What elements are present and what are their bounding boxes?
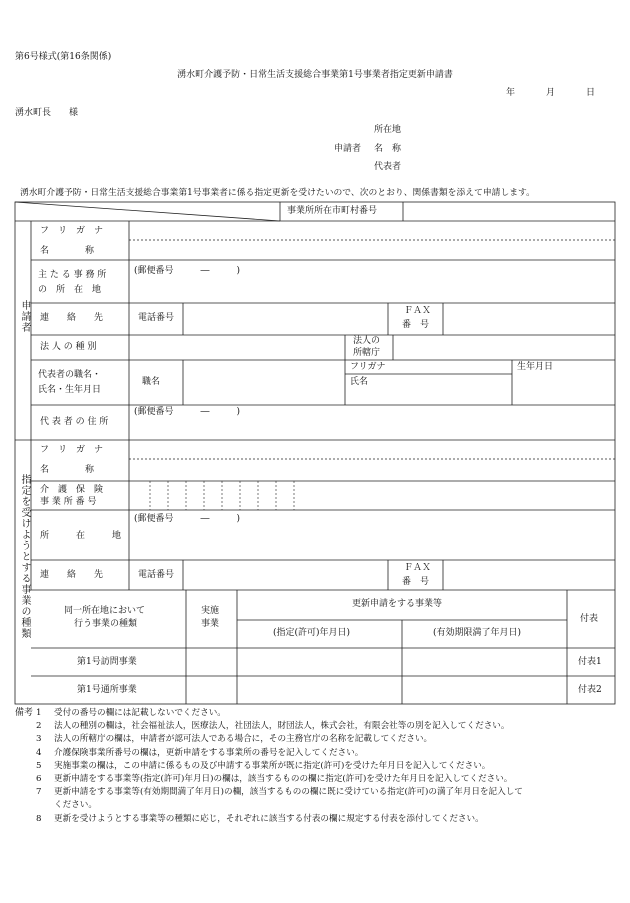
note-number: 7 [36, 787, 42, 798]
attachment-row-2: 付表2 [578, 685, 602, 695]
phone-label: 電話番号 [138, 313, 175, 323]
rep-address-label: 代 表 者 の 住 所 [40, 417, 109, 427]
furigana-label: フ リ ガ ナ [40, 226, 104, 236]
corp-type-label: 法 人 の 種 別 [40, 342, 97, 352]
fax-label-1: ＦＡＸ [404, 306, 432, 316]
note-item [36, 708, 226, 719]
service-row-2: 第1号通所事業 [77, 685, 137, 695]
rep-name-label: 氏名 [350, 377, 369, 387]
care-number-label-2: 事 業 所 番 号 [40, 497, 97, 507]
applicant-rep-label: 代表者 [374, 162, 402, 172]
note-text: 更新申請をする事業等(指定(許可)年月日)の欄は，該当するものの欄に指定(許可)を受けた年月日を記入してください。 [54, 774, 513, 784]
note-text: 法人の所轄庁の欄は，申請者が認可法人である場合に，その主務官庁の名称を記載してください。 [54, 734, 433, 745]
attachment-header: 付表 [580, 614, 599, 624]
expiry-date-header: (有効期限満了年月日) [433, 628, 522, 638]
note-number: 5 [36, 760, 42, 771]
biz-phone-label: 電話番号 [138, 570, 175, 580]
date-month-label: 月 [546, 88, 556, 98]
implemented-label-2: 事業 [201, 619, 220, 629]
biz-contact-label: 連 絡 先 [40, 570, 104, 580]
note-number: 6 [36, 774, 42, 784]
note-text: 更新申請をする事業等(有効期間満了年月日)の欄，該当するものの欄に既に受けている指定(許可)の満了年月日を記入して [54, 787, 523, 798]
note-item [36, 800, 97, 811]
note-number: 1 [36, 708, 42, 718]
same-location-label-2: 行う事業の種類 [74, 619, 138, 629]
birthdate-label: 生年月日 [517, 362, 554, 372]
biz-name-label: 名 称 [40, 465, 95, 475]
biz-postal-label: (郵便番号 ― ) [134, 514, 241, 524]
job-title-label: 職名 [142, 377, 161, 387]
biz-furigana-label: フ リ ガ ナ [40, 445, 104, 455]
notes-label: 備考 [15, 708, 34, 718]
main-office-label-1: 主 た る 事 務 所 [38, 270, 107, 280]
renewal-header: 更新申請をする事業等 [352, 599, 443, 609]
note-number: 2 [36, 721, 42, 732]
note-number: 3 [36, 734, 42, 745]
note-item [36, 787, 523, 798]
biz-fax-label-2: 番 号 [402, 577, 430, 587]
form-title: 湧水町介護予防・日常生活支援総合事業第1号事業者指定更新申請書 [177, 70, 453, 80]
location-label: 所 在 地 [40, 531, 122, 541]
business-section-label: 指定を受けようとする事業の種類 [19, 474, 30, 639]
date-year-label: 年 [506, 88, 516, 98]
implemented-label-1: 実施 [201, 606, 220, 616]
name-label: 名 称 [40, 246, 95, 256]
care-number-label-1: 介 護 保 険 [40, 485, 104, 495]
note-text: 介護保険事業所番号の欄は，更新申請をする事業所の番号を記入してください。 [54, 747, 364, 758]
intro-text: 湧水町介護予防・日常生活支援総合事業第1号事業者に係る指定更新を受けたいので、次のとおり、関係書類を添えて申請します。 [20, 188, 535, 198]
care-number-boxes [150, 481, 294, 510]
designated-date-header: (指定(許可)年月日) [273, 628, 351, 638]
note-number: 4 [36, 747, 42, 758]
service-row-1: 第1号訪問事業 [77, 657, 137, 667]
applicant-section-label: 申請者 [19, 300, 30, 333]
authority-label-1: 法人の [353, 336, 381, 346]
biz-fax-label-1: ＦＡＸ [404, 563, 432, 573]
note-item [36, 748, 363, 759]
note-item [36, 721, 509, 732]
note-item [36, 734, 432, 745]
same-location-label-1: 同一所在地において [64, 606, 146, 616]
fax-label-2: 番 号 [402, 320, 430, 330]
applicant-address-label: 所在地 [374, 125, 402, 135]
addressee: 湧水町長 様 [15, 108, 79, 118]
note-item [36, 761, 490, 772]
note-text: 法人の種別の欄は，社会福祉法人，医療法人，社団法人，財団法人，株式会社，有限会社等の別を記入してください。 [54, 721, 510, 732]
date-day-label: 日 [586, 88, 596, 98]
note-item [36, 774, 512, 785]
rep-label-1: 代表者の職名・ [38, 370, 102, 380]
attachment-row-1: 付表1 [578, 657, 602, 667]
rep-postal-label: (郵便番号 ― ) [134, 407, 241, 417]
applicant-name-label: 名 称 [374, 144, 402, 154]
rep-label-2: 氏名・生年月日 [38, 385, 102, 395]
postal-code-label: (郵便番号 ― ) [134, 266, 241, 276]
municipality-code-label: 事業所所在市町村番号 [287, 206, 378, 216]
note-text: 更新を受けようとする事業等の種類に応じ，それぞれに該当する付表の欄に規定する付表を添付してください。 [54, 813, 484, 824]
note-item [36, 814, 484, 825]
note-text: 実施事業の欄は，この申請に係るもの及び申請する事業所が既に指定(許可)を受けた年月日を記入してください。 [54, 760, 491, 771]
rep-furigana-label: フリガナ [350, 362, 386, 372]
note-text: 受付の番号の欄には記載しないでください。 [54, 708, 226, 718]
applicant-label: 申請者 [334, 144, 362, 154]
authority-label-2: 所轄庁 [353, 348, 381, 358]
note-text: ください。 [54, 800, 97, 811]
form-number: 第6号様式(第16条関係) [15, 52, 112, 62]
note-number: 8 [36, 813, 42, 824]
contact-label: 連 絡 先 [40, 313, 104, 323]
main-office-label-2: の 所 在 地 [38, 285, 102, 295]
